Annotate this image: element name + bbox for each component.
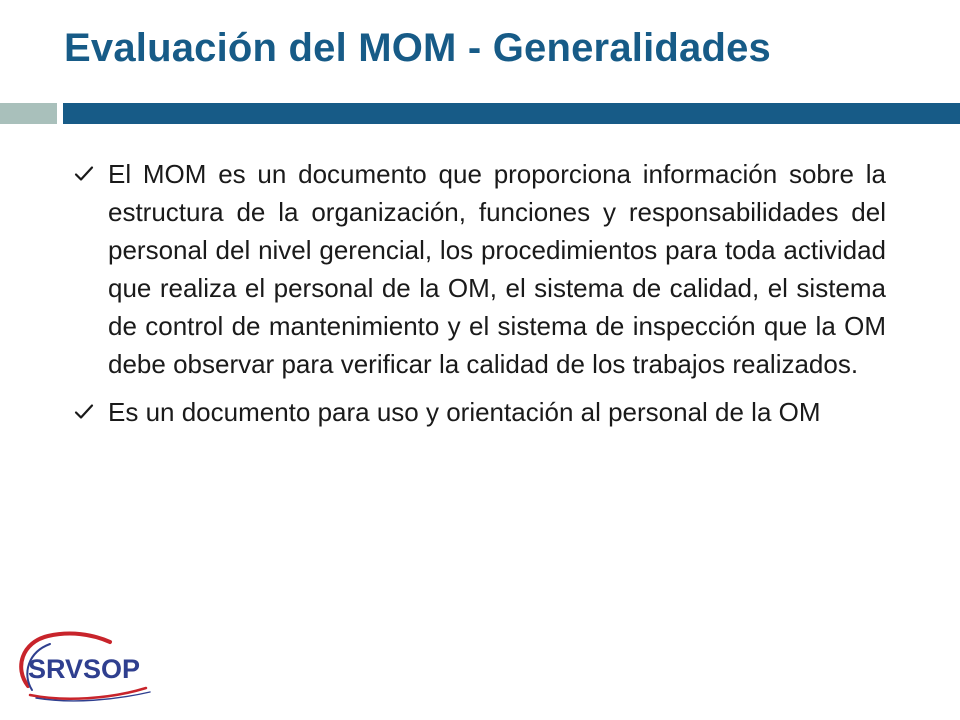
logo-text: SRVSOP bbox=[28, 654, 141, 684]
bullet-item bbox=[74, 155, 886, 383]
check-icon bbox=[74, 393, 108, 431]
slide-title: Evaluación del MOM - Generalidades bbox=[64, 26, 771, 70]
srvsop-logo bbox=[10, 630, 160, 705]
bullet-item bbox=[74, 393, 886, 431]
bullet-text: Es un documento para uso y orientación al personal de la OM bbox=[108, 397, 821, 427]
header-accent-bar bbox=[63, 103, 960, 124]
header-accent-block bbox=[0, 103, 57, 124]
bullet-text: El MOM es un documento que proporciona información sobre la estructura de la organización, funciones y responsabilidades del personal del nivel gerencial, los procedimientos para toda actividad que realiza el personal de la OM, el sistema de calidad, el sistema de control de mantenimiento y el sistema de inspección que la OM debe observar para verificar la calidad de los trabajos realizados. bbox=[108, 159, 886, 379]
bullet-list bbox=[74, 155, 886, 441]
check-icon bbox=[74, 155, 108, 193]
